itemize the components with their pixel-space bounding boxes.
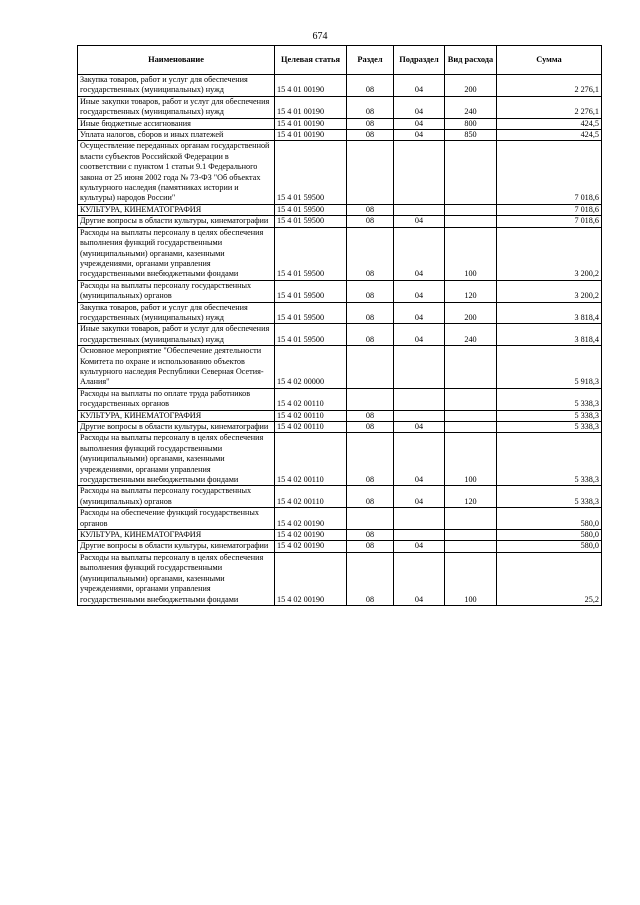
subsection-cell: 04 (394, 96, 445, 118)
sum-cell: 5 338,3 (497, 486, 602, 508)
column-header-subsection: Подраздел (394, 46, 445, 75)
expense-cell (445, 346, 497, 389)
subsection-cell: 04 (394, 324, 445, 346)
name-cell: Другие вопросы в области культуры, кинематографии (78, 216, 275, 227)
subsection-cell: 04 (394, 302, 445, 324)
code-cell: 15 4 01 59500 (275, 227, 347, 280)
code-cell: 15 4 01 59500 (275, 324, 347, 346)
expense-cell: 200 (445, 302, 497, 324)
sum-cell: 7 018,6 (497, 204, 602, 215)
sum-cell: 424,5 (497, 130, 602, 141)
section-cell: 08 (347, 433, 394, 486)
expense-cell: 240 (445, 324, 497, 346)
table-row (78, 141, 602, 204)
sum-cell: 5 338,3 (497, 388, 602, 410)
table-body (78, 75, 602, 606)
name-cell: Расходы на выплаты персоналу в целях обеспечения выполнения функций государственными (муниципальными) органами, казенными учреждениями, органами управления государственными внебюджетными фондами (78, 552, 275, 605)
sum-cell: 580,0 (497, 541, 602, 552)
sum-cell: 25,2 (497, 552, 602, 605)
code-cell: 15 4 01 59500 (275, 302, 347, 324)
budget-table (77, 45, 602, 606)
expense-cell (445, 422, 497, 433)
subsection-cell: 04 (394, 280, 445, 302)
subsection-cell: 04 (394, 422, 445, 433)
sum-cell: 5 338,3 (497, 410, 602, 421)
table-row (78, 433, 602, 486)
table-row (78, 552, 602, 605)
section-cell: 08 (347, 130, 394, 141)
name-cell: Иные закупки товаров, работ и услуг для обеспечения государственных (муниципальных) нужд (78, 96, 275, 118)
section-cell (347, 141, 394, 204)
name-cell: Закупка товаров, работ и услуг для обеспечения государственных (муниципальных) нужд (78, 302, 275, 324)
expense-cell: 200 (445, 75, 497, 97)
table-row (78, 508, 602, 530)
name-cell: Основное мероприятие "Обеспечение деятельности Комитета по охране и использованию объектов культурного наследия Республики Северная Осетия-Алания" (78, 346, 275, 389)
table-row (78, 280, 602, 302)
expense-cell (445, 204, 497, 215)
name-cell: КУЛЬТУРА, КИНЕМАТОГРАФИЯ (78, 204, 275, 215)
table-row (78, 388, 602, 410)
name-cell: Расходы на обеспечение функций государственных органов (78, 508, 275, 530)
section-cell: 08 (347, 96, 394, 118)
section-cell (347, 388, 394, 410)
section-cell: 08 (347, 541, 394, 552)
subsection-cell (394, 346, 445, 389)
name-cell: Расходы на выплаты персоналу в целях обеспечения выполнения функций государственными (муниципальными) органами, казенными учреждениями, органами управления государственными внебюджетными фондами (78, 227, 275, 280)
code-cell: 15 4 02 00110 (275, 422, 347, 433)
section-cell: 08 (347, 324, 394, 346)
code-cell: 15 4 01 00190 (275, 130, 347, 141)
column-header-expense: Вид расхода (445, 46, 497, 75)
table-row (78, 130, 602, 141)
table-row (78, 227, 602, 280)
header-row (78, 46, 602, 75)
table-header (78, 46, 602, 75)
table-row (78, 324, 602, 346)
code-cell: 15 4 02 00000 (275, 346, 347, 389)
subsection-cell (394, 141, 445, 204)
table-row (78, 486, 602, 508)
column-header-code: Целевая статья (275, 46, 347, 75)
code-cell: 15 4 01 00190 (275, 118, 347, 129)
sum-cell: 3 200,2 (497, 280, 602, 302)
expense-cell: 120 (445, 280, 497, 302)
table-row (78, 530, 602, 541)
subsection-cell: 04 (394, 552, 445, 605)
code-cell: 15 4 01 59500 (275, 216, 347, 227)
section-cell: 08 (347, 204, 394, 215)
sum-cell: 5 918,3 (497, 346, 602, 389)
sum-cell: 3 818,4 (497, 324, 602, 346)
name-cell: Расходы на выплаты персоналу в целях обеспечения выполнения функций государственными (муниципальными) органами, казенными учреждениями, органами управления государственными внебюджетными фондами (78, 433, 275, 486)
expense-cell: 800 (445, 118, 497, 129)
page-number: 674 (312, 31, 328, 42)
code-cell: 15 4 02 00190 (275, 552, 347, 605)
subsection-cell: 04 (394, 227, 445, 280)
code-cell: 15 4 02 00190 (275, 541, 347, 552)
code-cell: 15 4 02 00110 (275, 410, 347, 421)
code-cell: 15 4 02 00190 (275, 530, 347, 541)
expense-cell (445, 508, 497, 530)
subsection-cell (394, 530, 445, 541)
subsection-cell: 04 (394, 433, 445, 486)
code-cell: 15 4 02 00110 (275, 486, 347, 508)
name-cell: КУЛЬТУРА, КИНЕМАТОГРАФИЯ (78, 410, 275, 421)
subsection-cell: 04 (394, 216, 445, 227)
section-cell: 08 (347, 552, 394, 605)
code-cell: 15 4 01 00190 (275, 96, 347, 118)
sum-cell: 5 338,3 (497, 422, 602, 433)
table-row (78, 541, 602, 552)
name-cell: Иные бюджетные ассигнования (78, 118, 275, 129)
name-cell: Расходы на выплаты по оплате труда работников государственных органов (78, 388, 275, 410)
name-cell: Осуществление переданных органам государственной власти субъектов Российской Федерации в соответствии с пунктом 1 статьи 9.1 Федерального закона от 25 июня 2002 года № 73-ФЗ "Об объектах культурного наследия (памятниках истории и культуры) народов России" (78, 141, 275, 204)
code-cell: 15 4 01 59500 (275, 204, 347, 215)
expense-cell (445, 141, 497, 204)
name-cell: Закупка товаров, работ и услуг для обеспечения государственных (муниципальных) нужд (78, 75, 275, 97)
section-cell: 08 (347, 227, 394, 280)
column-header-sum: Сумма (497, 46, 602, 75)
section-cell: 08 (347, 302, 394, 324)
expense-cell: 850 (445, 130, 497, 141)
code-cell: 15 4 01 00190 (275, 75, 347, 97)
name-cell: Другие вопросы в области культуры, кинематографии (78, 422, 275, 433)
expense-cell (445, 541, 497, 552)
subsection-cell: 04 (394, 118, 445, 129)
sum-cell: 580,0 (497, 530, 602, 541)
name-cell: Расходы на выплаты персоналу государственных (муниципальных) органов (78, 280, 275, 302)
table-row (78, 75, 602, 97)
section-cell: 08 (347, 486, 394, 508)
section-cell: 08 (347, 530, 394, 541)
sum-cell: 580,0 (497, 508, 602, 530)
table-row (78, 118, 602, 129)
column-header-section: Раздел (347, 46, 394, 75)
table-row (78, 422, 602, 433)
code-cell: 15 4 01 59500 (275, 141, 347, 204)
expense-cell: 120 (445, 486, 497, 508)
subsection-cell (394, 388, 445, 410)
table-row (78, 204, 602, 215)
code-cell: 15 4 01 59500 (275, 280, 347, 302)
sum-cell: 2 276,1 (497, 96, 602, 118)
code-cell: 15 4 02 00190 (275, 508, 347, 530)
subsection-cell (394, 410, 445, 421)
sum-cell: 3 818,4 (497, 302, 602, 324)
table-row (78, 96, 602, 118)
expense-cell: 100 (445, 552, 497, 605)
table-row (78, 346, 602, 389)
section-cell: 08 (347, 216, 394, 227)
sum-cell: 7 018,6 (497, 141, 602, 204)
section-cell: 08 (347, 75, 394, 97)
section-cell (347, 508, 394, 530)
name-cell: Иные закупки товаров, работ и услуг для обеспечения государственных (муниципальных) нужд (78, 324, 275, 346)
sum-cell: 7 018,6 (497, 216, 602, 227)
column-header-name: Наименование (78, 46, 275, 75)
sum-cell: 3 200,2 (497, 227, 602, 280)
section-cell: 08 (347, 280, 394, 302)
name-cell: КУЛЬТУРА, КИНЕМАТОГРАФИЯ (78, 530, 275, 541)
sum-cell: 424,5 (497, 118, 602, 129)
section-cell (347, 346, 394, 389)
subsection-cell: 04 (394, 130, 445, 141)
subsection-cell: 04 (394, 541, 445, 552)
expense-cell: 100 (445, 433, 497, 486)
table-row (78, 302, 602, 324)
name-cell: Другие вопросы в области культуры, кинематографии (78, 541, 275, 552)
name-cell: Уплата налогов, сборов и иных платежей (78, 130, 275, 141)
code-cell: 15 4 02 00110 (275, 433, 347, 486)
expense-cell: 240 (445, 96, 497, 118)
expense-cell: 100 (445, 227, 497, 280)
subsection-cell: 04 (394, 486, 445, 508)
expense-cell (445, 388, 497, 410)
subsection-cell (394, 204, 445, 215)
subsection-cell: 04 (394, 75, 445, 97)
name-cell: Расходы на выплаты персоналу государственных (муниципальных) органов (78, 486, 275, 508)
section-cell: 08 (347, 118, 394, 129)
sum-cell: 2 276,1 (497, 75, 602, 97)
section-cell: 08 (347, 422, 394, 433)
table-row (78, 216, 602, 227)
sum-cell: 5 338,3 (497, 433, 602, 486)
expense-cell (445, 530, 497, 541)
expense-cell (445, 216, 497, 227)
section-cell: 08 (347, 410, 394, 421)
expense-cell (445, 410, 497, 421)
subsection-cell (394, 508, 445, 530)
table-row (78, 410, 602, 421)
code-cell: 15 4 02 00110 (275, 388, 347, 410)
